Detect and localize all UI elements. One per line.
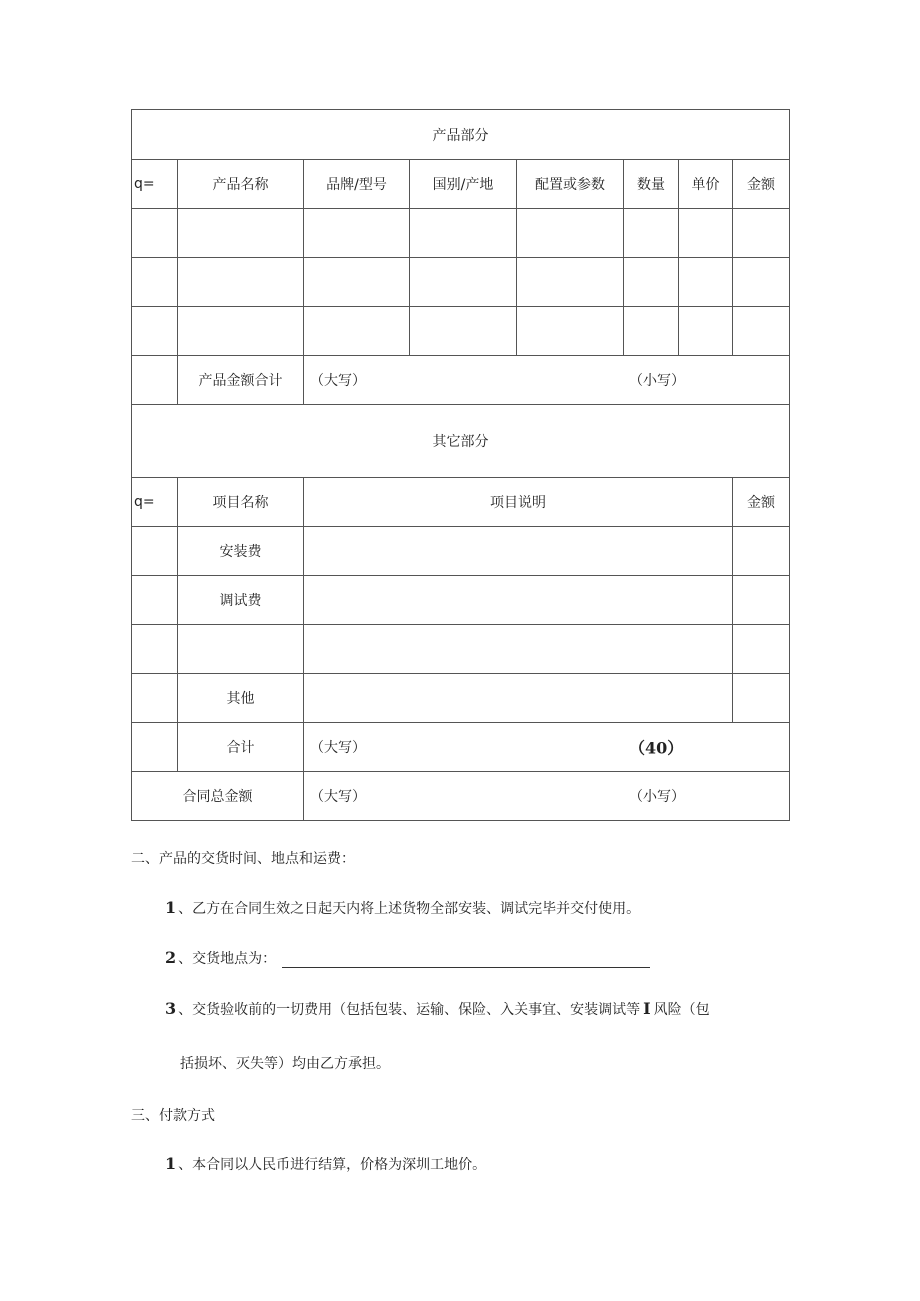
table-cell[interactable] bbox=[132, 527, 178, 576]
product-header-quantity: 数量 bbox=[624, 160, 679, 209]
table-cell[interactable] bbox=[733, 307, 790, 356]
other-header-description: 项目说明 bbox=[304, 478, 733, 527]
other-total-label: 合计 bbox=[178, 723, 304, 772]
table-cell[interactable] bbox=[132, 674, 178, 723]
table-cell[interactable] bbox=[304, 527, 733, 576]
delivery-item-3-continued: 括损坏、灭失等）均由乙方承担。 bbox=[180, 1056, 390, 1072]
table-cell[interactable] bbox=[624, 307, 679, 356]
other-item-name: 调试费 bbox=[178, 576, 304, 625]
other-section-title: 其它部分 bbox=[132, 405, 790, 478]
item-number: 2 bbox=[165, 948, 177, 967]
product-header-unit-price: 单价 bbox=[679, 160, 733, 209]
table-cell[interactable] bbox=[517, 258, 624, 307]
table-cell[interactable] bbox=[304, 258, 410, 307]
product-header-name: 产品名称 bbox=[178, 160, 304, 209]
other-item-name[interactable] bbox=[178, 625, 304, 674]
table-cell[interactable] bbox=[132, 258, 178, 307]
other-item-name: 安装费 bbox=[178, 527, 304, 576]
other-total-row bbox=[132, 723, 790, 772]
contract-total-amount[interactable] bbox=[304, 772, 790, 821]
table-cell[interactable] bbox=[733, 625, 790, 674]
table-cell[interactable] bbox=[679, 307, 733, 356]
item-number: 1 bbox=[165, 898, 177, 917]
other-row bbox=[132, 625, 790, 674]
item-text: 、交货验收前的一切费用（包括包装、运输、保险、入关事宜、安装调试等 bbox=[178, 1002, 641, 1018]
other-row bbox=[132, 527, 790, 576]
item-text: 、乙方在合同生效之日起天内将上述货物全部安装、调试完毕并交付使用。 bbox=[178, 901, 641, 917]
table-cell[interactable] bbox=[733, 576, 790, 625]
table-cell[interactable] bbox=[304, 307, 410, 356]
product-header-amount: 金额 bbox=[733, 160, 790, 209]
table-cell[interactable] bbox=[517, 307, 624, 356]
contract-total-label: 合同总金额 bbox=[132, 772, 304, 821]
product-header-row bbox=[132, 160, 790, 209]
table-cell[interactable] bbox=[733, 674, 790, 723]
table-cell bbox=[132, 356, 178, 405]
contract-total-upper: （大写） bbox=[310, 789, 366, 805]
table-cell[interactable] bbox=[410, 209, 517, 258]
other-header-amount: 金额 bbox=[733, 478, 790, 527]
contract-total-lower: （小写） bbox=[629, 789, 685, 805]
table-cell[interactable] bbox=[624, 258, 679, 307]
table-cell[interactable] bbox=[304, 209, 410, 258]
table-cell[interactable] bbox=[304, 576, 733, 625]
table-cell[interactable] bbox=[679, 258, 733, 307]
table-cell bbox=[132, 723, 178, 772]
table-cell[interactable] bbox=[517, 209, 624, 258]
payment-item-1 bbox=[165, 1154, 486, 1174]
product-total-lower: （小写） bbox=[629, 373, 685, 389]
product-row bbox=[132, 209, 790, 258]
table-cell[interactable] bbox=[733, 258, 790, 307]
delivery-item-1 bbox=[165, 898, 640, 918]
table-cell[interactable] bbox=[132, 576, 178, 625]
table-cell[interactable] bbox=[178, 307, 304, 356]
item-number: 1 bbox=[165, 1154, 177, 1173]
table-cell[interactable] bbox=[132, 307, 178, 356]
table-cell[interactable] bbox=[733, 209, 790, 258]
item-text: 、本合同以人民币进行结算，价格为深圳工地价。 bbox=[178, 1157, 487, 1173]
other-row bbox=[132, 576, 790, 625]
other-total-lower: （40） bbox=[629, 738, 684, 758]
product-header-index: q= bbox=[132, 160, 178, 209]
product-section-title: 产品部分 bbox=[132, 110, 790, 160]
delivery-heading: 二、产品的交货时间、地点和运费： bbox=[131, 851, 355, 867]
other-item-name: 其他 bbox=[178, 674, 304, 723]
product-total-label: 产品金额合计 bbox=[178, 356, 304, 405]
product-total-row bbox=[132, 356, 790, 405]
other-header-name: 项目名称 bbox=[178, 478, 304, 527]
other-header-row bbox=[132, 478, 790, 527]
table-cell[interactable] bbox=[304, 674, 733, 723]
product-row bbox=[132, 307, 790, 356]
item-number: 3 bbox=[165, 999, 177, 1018]
item-text-tail: 风险（包 bbox=[653, 1002, 710, 1018]
other-total-upper: （大写） bbox=[310, 740, 366, 756]
delivery-item-2 bbox=[165, 948, 650, 968]
table-cell[interactable] bbox=[624, 209, 679, 258]
table-cell[interactable] bbox=[733, 527, 790, 576]
other-total-amount[interactable] bbox=[304, 723, 790, 772]
product-total-amount[interactable] bbox=[304, 356, 790, 405]
delivery-location-blank[interactable] bbox=[282, 953, 650, 968]
table-cell[interactable] bbox=[304, 625, 733, 674]
table-cell[interactable] bbox=[410, 307, 517, 356]
table-cell[interactable] bbox=[679, 209, 733, 258]
table-cell[interactable] bbox=[410, 258, 517, 307]
table-cell[interactable] bbox=[132, 209, 178, 258]
table-cell[interactable] bbox=[132, 625, 178, 674]
product-row bbox=[132, 258, 790, 307]
contract-table bbox=[131, 109, 789, 821]
table-cell[interactable] bbox=[178, 209, 304, 258]
product-total-upper: （大写） bbox=[310, 373, 366, 389]
other-row bbox=[132, 674, 790, 723]
item-bar: I bbox=[643, 999, 651, 1018]
item-text: 、交货地点为： bbox=[178, 951, 277, 967]
payment-heading: 三、付款方式 bbox=[131, 1108, 215, 1124]
contract-total-row bbox=[132, 772, 790, 821]
product-header-brand: 品牌/型号 bbox=[304, 160, 410, 209]
other-header-index: q= bbox=[132, 478, 178, 527]
product-header-config: 配置或参数 bbox=[517, 160, 624, 209]
delivery-item-3 bbox=[165, 999, 710, 1019]
table-cell[interactable] bbox=[178, 258, 304, 307]
product-header-origin: 国别/产地 bbox=[410, 160, 517, 209]
